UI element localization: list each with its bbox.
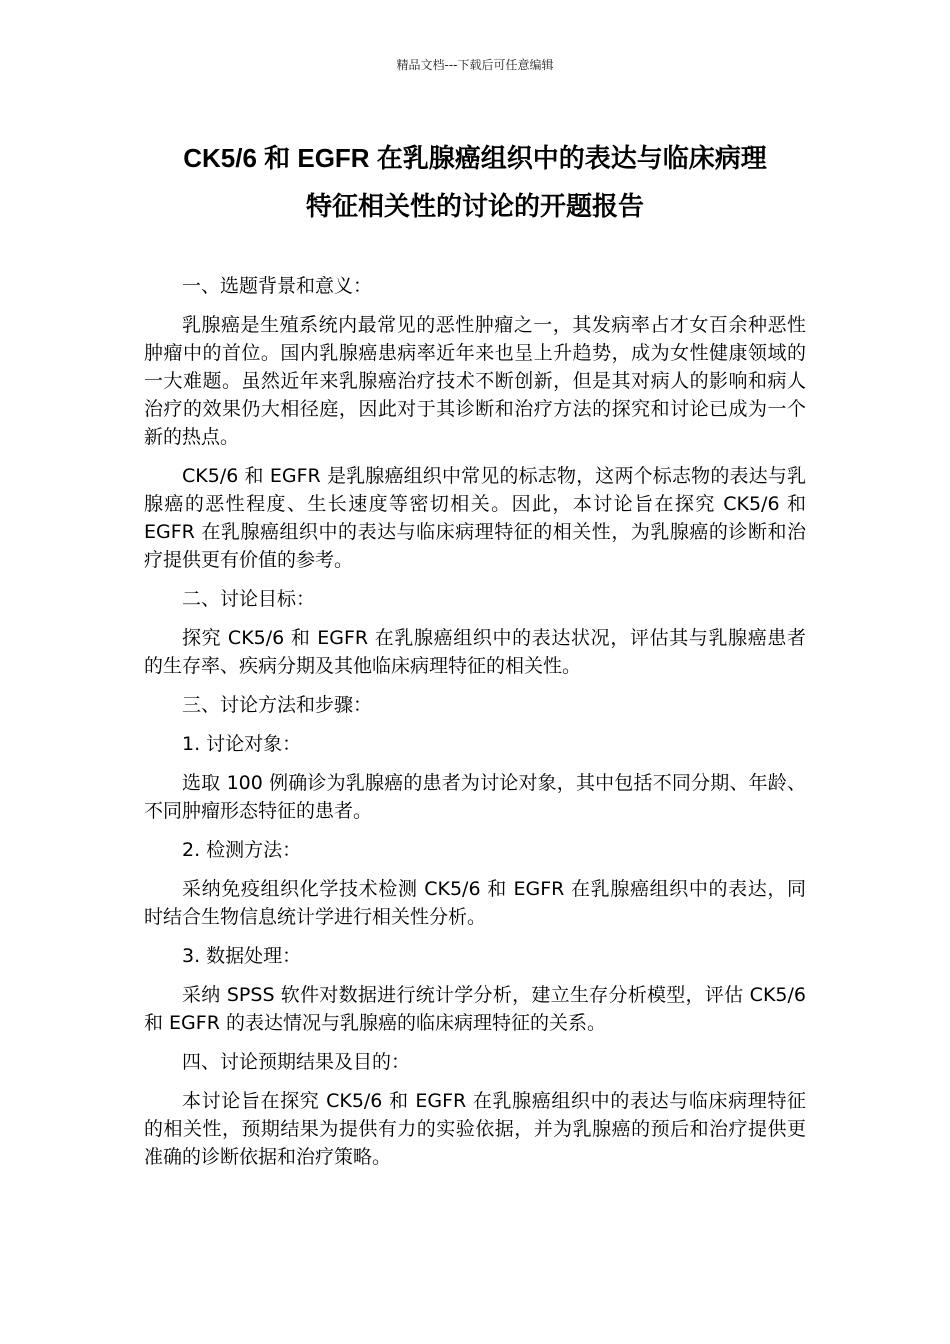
section-heading-expected-results: 四、讨论预期结果及目的： xyxy=(182,1051,411,1073)
section-heading-background: 一、选题背景和意义： xyxy=(182,275,373,297)
page-header: 精品文档---下载后可任意编辑 xyxy=(396,58,554,72)
paragraph-subjects: 选取 100 例确诊为乳腺癌的患者为讨论对象，其中包括不同分期、年龄、不同肿瘤形态特征的患者。 xyxy=(144,772,806,822)
paragraph-background: 乳腺癌是生殖系统内最常见的恶性肿瘤之一，其发病率占才女百余种恶性肿瘤中的首位。国内乳腺癌患病率近年来也呈上升趋势，成为女性健康领域的一大难题。虽然近年来乳腺癌治疗技术不断创新，但是其对病人的影响和病人治疗的效果仍大相径庭，因此对于其诊断和治疗方法的探究和讨论已成为一个新的热点。 xyxy=(144,314,806,448)
paragraph-markers: CK5/6 和 EGFR 是乳腺癌组织中常见的标志物，这两个标志物的表达与乳腺癌的恶性程度、生长速度等密切相关。因此，本讨论旨在探究 CK5/6 和 EGFR 在乳腺癌组织中的表达与临床病理特征的相关性，为乳腺癌的诊断和治疗提供更有价值的参考。 xyxy=(144,465,806,571)
paragraph-detection: 采纳免疫组织化学技术检测 CK5/6 和 EGFR 在乳腺癌组织中的表达，同时结合生物信息统计学进行相关性分析。 xyxy=(144,878,806,928)
subheading-data-processing: 3. 数据处理： xyxy=(182,945,302,967)
title-line-2: 特征相关性的讨论的开题报告 xyxy=(305,191,644,221)
document-title xyxy=(120,134,830,230)
subheading-detection: 2. 检测方法： xyxy=(182,839,302,861)
document-body xyxy=(144,272,806,1182)
section-heading-goals: 二、讨论目标： xyxy=(182,588,316,610)
section-heading-methods: 三、讨论方法和步骤： xyxy=(182,694,373,716)
paragraph-goals: 探究 CK5/6 和 EGFR 在乳腺癌组织中的表达状况，评估其与乳腺癌患者的生存率、疾病分期及其他临床病理特征的相关性。 xyxy=(144,627,806,677)
title-line-1: CK5/6 和 EGFR 在乳腺癌组织中的表达与临床病理 xyxy=(183,143,767,173)
subheading-subjects: 1. 讨论对象： xyxy=(182,733,302,755)
paragraph-data-processing: 采纳 SPSS 软件对数据进行统计学分析，建立生存分析模型，评估 CK5/6 和 EGFR 的表达情况与乳腺癌的临床病理特征的关系。 xyxy=(144,984,806,1034)
paragraph-expected-results: 本讨论旨在探究 CK5/6 和 EGFR 在乳腺癌组织中的表达与临床病理特征的相关性，预期结果为提供有力的实验依据，并为乳腺癌的预后和治疗提供更准确的诊断依据和治疗策略。 xyxy=(144,1090,806,1168)
